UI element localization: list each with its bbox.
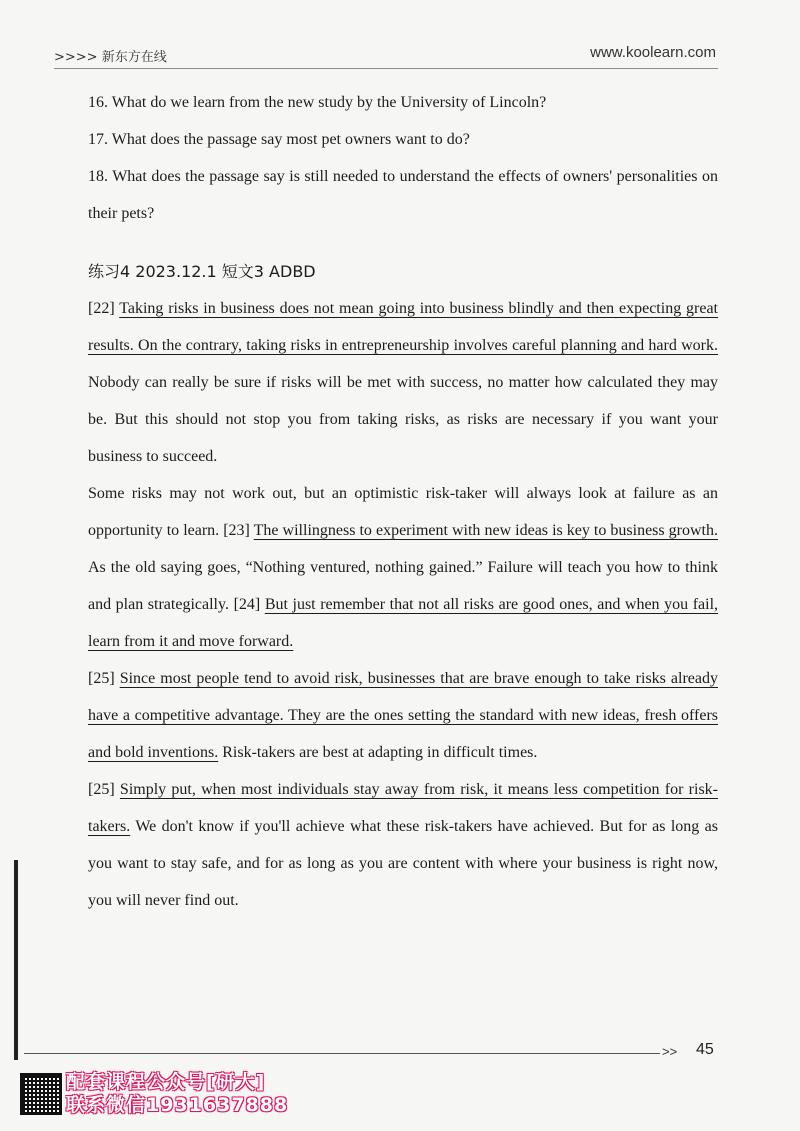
paragraph-text: We don't know if you'll achieve what these risk-takers have achieved. But for as long as you want to stay safe, and for as long as you are content with where your business is right now, you will never find out. xyxy=(88,818,719,909)
underlined-answer-text: The willingness to experiment with new ideas is key to business growth. xyxy=(253,522,719,539)
paragraph-text: Nobody can really be sure if risks will be met with success, no matter how calculated they may be. But this should not stop you from taking risks, as risks are necessary if you want your business to succeed. xyxy=(88,374,718,465)
promo-line-2: 联系微信1931637888 xyxy=(66,1094,289,1116)
paragraph-marker: [24] xyxy=(233,596,261,613)
paragraph-4 xyxy=(88,771,718,919)
paragraph-text: Some risks may not work out, but an optimistic risk-taker will always look at failure as an opportunity to learn. xyxy=(88,485,718,539)
underlined-answer-text: Since most people tend to avoid risk, businesses that are brave enough to take risks already have a competitive advantage. They are the ones setting the standard with new ideas, fresh offers and bold inventions. xyxy=(88,670,718,761)
page-number: 45 xyxy=(696,1041,714,1058)
paragraph-text: As the old saying goes, “Nothing ventured, nothing gained.” Failure will teach you how to think and plan strategically. xyxy=(88,559,718,613)
question-18: 18. What does the passage say is still needed to understand the effects of owners' personalities on their pets? xyxy=(88,168,718,222)
header-url: www.koolearn.com xyxy=(590,44,716,61)
qr-code-icon xyxy=(20,1073,62,1115)
header-divider xyxy=(54,68,718,69)
underlined-answer-text: Simply put, when most individuals stay away from risk, it means less competition for risk-takers. xyxy=(88,781,719,835)
paragraph-marker: [22] xyxy=(88,300,115,317)
paragraph-3 xyxy=(88,660,718,771)
paragraph-text: Risk-takers are best at adapting in difficult times. xyxy=(222,744,538,761)
paragraph-2 xyxy=(88,475,718,660)
footer-arrow: >> xyxy=(662,1044,678,1059)
paragraph-marker: [23] xyxy=(223,522,250,539)
underlined-answer-text: But just remember that not all risks are good ones, and when you fail, learn from it and move forward. xyxy=(88,596,719,650)
paragraph-marker: [25] xyxy=(88,670,115,687)
underlined-answer-text: Taking risks in business does not mean going into business blindly and then expecting great results. On the contrary, taking risks in entrepreneurship involves careful planning and hard work. xyxy=(88,300,718,354)
header-site-name: >>>> 新东方在线 xyxy=(54,50,167,65)
paragraph-1 xyxy=(88,290,718,475)
page-body xyxy=(88,84,718,919)
promo-line-1: 配套课程公众号[研大] xyxy=(66,1071,266,1093)
scan-edge-mark xyxy=(14,860,18,1060)
question-16: 16. What do we learn from the new study by the University of Lincoln? xyxy=(88,94,547,111)
paragraph-marker: [25] xyxy=(88,781,115,798)
footer-divider xyxy=(24,1053,660,1054)
section-title: 练习4 2023.12.1 短文3 ADBD xyxy=(88,262,316,281)
promo-watermark xyxy=(66,1071,288,1117)
question-17: 17. What does the passage say most pet owners want to do? xyxy=(88,131,470,148)
